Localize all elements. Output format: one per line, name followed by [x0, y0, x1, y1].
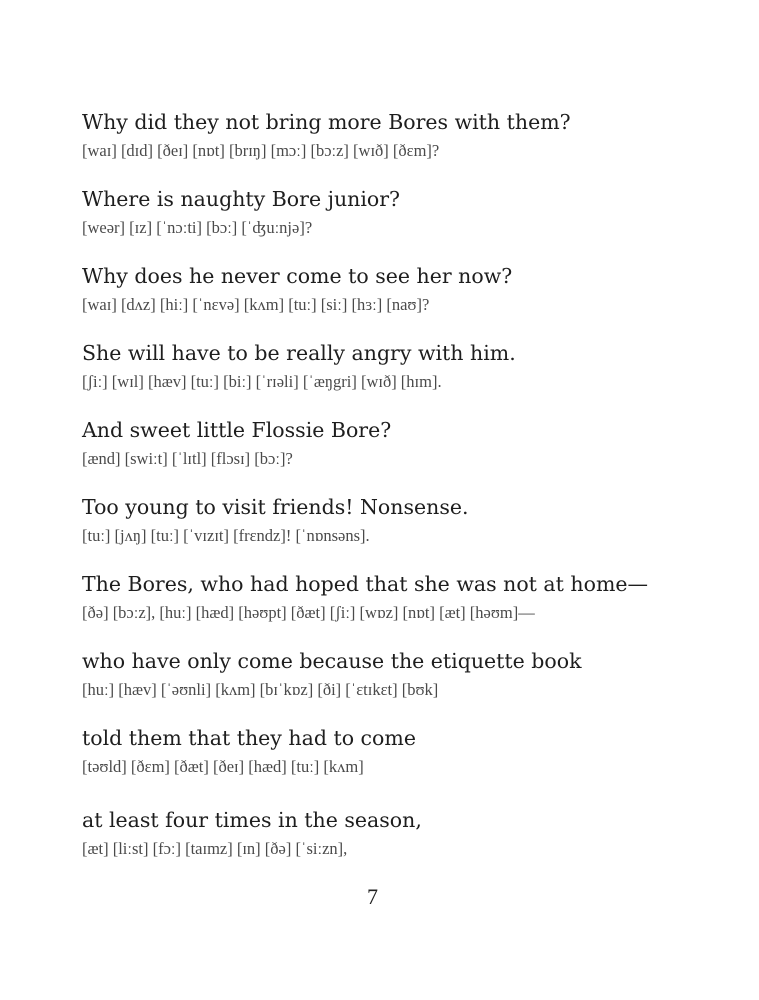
sentence-text: Why did they not bring more Bores with them?: [82, 110, 571, 134]
ipa-transcription: [huː] [hæv] [ˈəʊnli] [kʌm] [bɪˈkɒz] [ði] [ˈɛtɪkɛt] [bʊk]: [82, 680, 439, 699]
sentence-entry-4: [82, 340, 739, 392]
sentence-text: The Bores, who had hoped that she was not at home—: [82, 572, 649, 596]
ipa-transcription: [weər] [ɪz] [ˈnɔːti] [bɔː] [ˈʤuːnjə]?: [82, 218, 313, 237]
sentence-entry-8: [82, 648, 739, 700]
sentence-entry-10: [82, 807, 739, 859]
sentence-entry-2: [82, 186, 739, 238]
ipa-transcription: [waɪ] [dɪd] [ðeɪ] [nɒt] [brɪŋ] [mɔː] [bɔːz] [wɪð] [ðɛm]?: [82, 141, 440, 160]
ipa-transcription: [ænd] [swiːt] [ˈlɪtl] [flɔsɪ] [bɔː]?: [82, 449, 293, 468]
sentence-entry-5: [82, 417, 739, 469]
sentence-text: Too young to visit friends! Nonsense.: [82, 495, 469, 519]
ipa-transcription: [ðə] [bɔːz], [huː] [hæd] [həʊpt] [ðæt] [ʃiː] [wɒz] [nɒt] [æt] [həʊm]—: [82, 603, 535, 622]
ipa-transcription: [tuː] [jʌŋ] [tuː] [ˈvɪzɪt] [frɛndz]! [ˈnɒnsəns].: [82, 526, 370, 545]
sentence-entry-1: [82, 109, 739, 161]
sentence-text: Why does he never come to see her now?: [82, 264, 513, 288]
ipa-transcription: [æt] [liːst] [fɔː] [taɪmz] [ɪn] [ðə] [ˈsiːzn],: [82, 839, 348, 858]
sentence-entry-9: [82, 725, 739, 777]
sentence-entry-3: [82, 263, 739, 315]
sentence-text: And sweet little Flossie Bore?: [82, 418, 392, 442]
page-number: 7: [367, 884, 378, 909]
ipa-transcription: [waɪ] [dʌz] [hiː] [ˈnɛvə] [kʌm] [tuː] [siː] [hɜː] [naʊ]?: [82, 295, 430, 314]
sentence-entry-6: [82, 494, 739, 546]
sentence-text: told them that they had to come: [82, 726, 416, 750]
sentence-text: at least four times in the season,: [82, 808, 422, 832]
sentence-entry-7: [82, 571, 739, 623]
ipa-transcription: [ʃiː] [wɪl] [hæv] [tuː] [biː] [ˈrɪəli] [ˈæŋgri] [wɪð] [hɪm].: [82, 372, 442, 391]
sentence-text: She will have to be really angry with him.: [82, 341, 516, 365]
sentence-text: Where is naughty Bore junior?: [82, 187, 401, 211]
sentence-text: who have only come because the etiquette book: [82, 649, 582, 673]
ipa-transcription: [təʊld] [ðɛm] [ðæt] [ðeɪ] [hæd] [tuː] [kʌm]: [82, 757, 364, 776]
